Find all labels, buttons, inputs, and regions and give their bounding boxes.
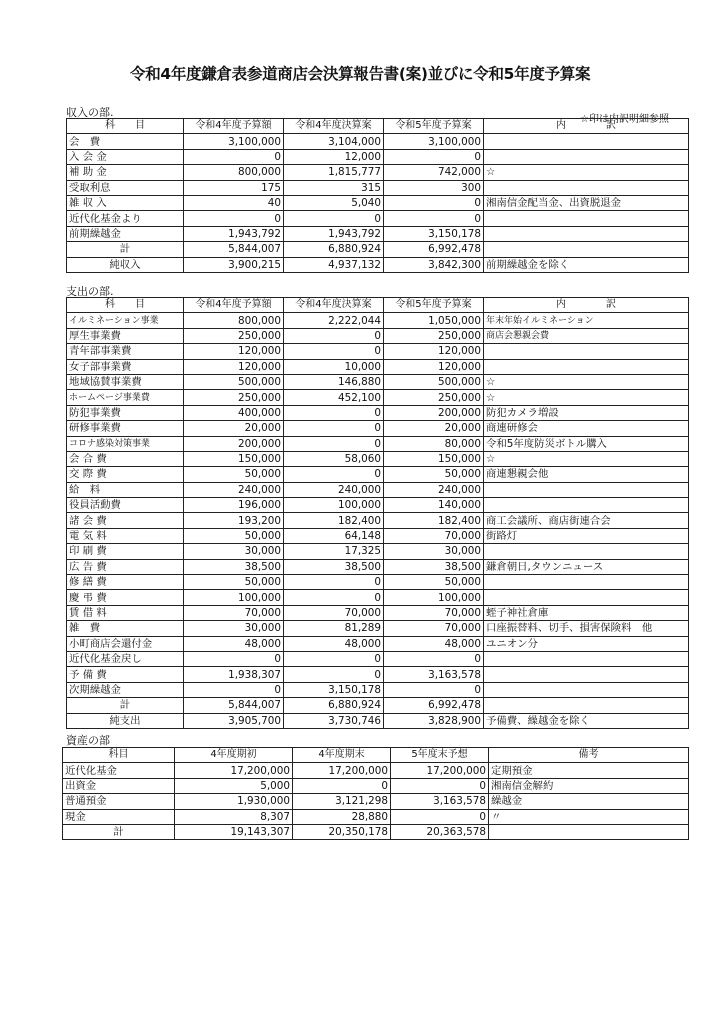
column-header: 科 目 <box>67 119 184 134</box>
cell-value: 0 <box>384 682 484 697</box>
row-label: ホームページ事業費 <box>67 390 184 405</box>
row-memo: 湘南信金解約 <box>489 778 689 793</box>
table-row <box>67 344 689 359</box>
cell-value: 182,400 <box>284 513 384 528</box>
table-row <box>63 824 689 839</box>
table-row <box>67 713 689 728</box>
cell-value: 6,992,478 <box>384 698 484 713</box>
table-row <box>67 544 689 559</box>
cell-value: 3,121,298 <box>293 794 391 809</box>
cell-value: 742,000 <box>384 165 484 180</box>
cell-value: 50,000 <box>384 467 484 482</box>
cell-value: 250,000 <box>384 328 484 343</box>
cell-value: 20,000 <box>184 421 284 436</box>
cell-value: 3,100,000 <box>184 134 284 149</box>
row-label: 近代化基金戻し <box>67 651 184 666</box>
cell-value: 240,000 <box>184 482 284 497</box>
row-label: 計 <box>63 824 175 839</box>
column-header: 令和4年度予算額 <box>184 119 284 134</box>
cell-value: 0 <box>284 590 384 605</box>
expense-table <box>66 297 689 729</box>
cell-value: 0 <box>284 421 384 436</box>
cell-value: 70,000 <box>184 605 284 620</box>
cell-value: 4,937,132 <box>284 257 384 272</box>
cell-value: 3,163,578 <box>391 794 489 809</box>
row-label: 交 際 費 <box>67 467 184 482</box>
row-label: 諸 会 費 <box>67 513 184 528</box>
table-row <box>67 590 689 605</box>
table-row <box>63 794 689 809</box>
cell-value: 20,350,178 <box>293 824 391 839</box>
cell-value: 1,050,000 <box>384 313 484 328</box>
row-memo <box>484 590 689 605</box>
row-memo <box>484 180 689 195</box>
cell-value: 240,000 <box>284 482 384 497</box>
table-row <box>67 436 689 451</box>
cell-value: 452,100 <box>284 390 384 405</box>
cell-value: 6,992,478 <box>384 242 484 257</box>
row-label: 修 繕 費 <box>67 575 184 590</box>
row-label: 広 告 費 <box>67 559 184 574</box>
column-header: 内 訳 <box>484 298 689 313</box>
cell-value: 175 <box>184 180 284 195</box>
cell-value: 315 <box>284 180 384 195</box>
table-row <box>67 513 689 528</box>
cell-value: 0 <box>391 778 489 793</box>
table-row <box>67 575 689 590</box>
cell-value: 48,000 <box>184 636 284 651</box>
table-row <box>67 605 689 620</box>
cell-value: 3,730,746 <box>284 713 384 728</box>
row-memo: 商店会懇親会費 <box>484 328 689 343</box>
row-label: 補 助 金 <box>67 165 184 180</box>
cell-value: 300 <box>384 180 484 195</box>
cell-value: 30,000 <box>184 544 284 559</box>
table-row <box>63 778 689 793</box>
row-label: 普通預金 <box>63 794 175 809</box>
row-label: 近代化基金より <box>67 211 184 226</box>
income-note: ☆印は内訳明細参照 <box>580 114 669 125</box>
table-row <box>67 467 689 482</box>
cell-value: 0 <box>184 682 284 697</box>
cell-value: 240,000 <box>384 482 484 497</box>
table-row <box>67 134 689 149</box>
row-label: 地域協賛事業費 <box>67 374 184 389</box>
cell-value: 5,844,007 <box>184 698 284 713</box>
row-memo: 口座振替料、切手、損害保険料 他 <box>484 621 689 636</box>
expense-section-label: 支出の部. <box>66 285 114 298</box>
table-row <box>67 149 689 164</box>
row-memo <box>484 698 689 713</box>
table-row <box>67 698 689 713</box>
row-label: 受取利息 <box>67 180 184 195</box>
cell-value: 19,143,307 <box>175 824 293 839</box>
cell-value: 0 <box>184 211 284 226</box>
cell-value: 17,200,000 <box>293 763 391 778</box>
table-row <box>67 328 689 343</box>
income-section-label: 収入の部. <box>66 106 114 119</box>
cell-value: 0 <box>384 651 484 666</box>
row-memo <box>484 667 689 682</box>
row-memo: ☆ <box>484 374 689 389</box>
row-memo: ユニオン分 <box>484 636 689 651</box>
assets-section-label: 資産の部 <box>66 734 110 747</box>
header-row <box>67 298 689 313</box>
row-memo <box>484 211 689 226</box>
row-memo: ☆ <box>484 165 689 180</box>
table-row <box>67 528 689 543</box>
cell-value: 81,289 <box>284 621 384 636</box>
cell-value: 17,325 <box>284 544 384 559</box>
row-memo: 繰越金 <box>489 794 689 809</box>
cell-value: 3,104,000 <box>284 134 384 149</box>
cell-value: 3,905,700 <box>184 713 284 728</box>
cell-value: 250,000 <box>184 390 284 405</box>
cell-value: 6,880,924 <box>284 698 384 713</box>
assets-table <box>62 747 689 840</box>
cell-value: 8,307 <box>175 809 293 824</box>
row-label: 慶 弔 費 <box>67 590 184 605</box>
cell-value: 70,000 <box>384 621 484 636</box>
cell-value: 50,000 <box>184 575 284 590</box>
table-row <box>67 421 689 436</box>
row-memo: ☆ <box>484 451 689 466</box>
cell-value: 3,163,578 <box>384 667 484 682</box>
row-label: 会 合 費 <box>67 451 184 466</box>
cell-value: 0 <box>284 328 384 343</box>
table-row <box>67 211 689 226</box>
column-header: 令和5年度予算案 <box>384 298 484 313</box>
row-label: 純支出 <box>67 713 184 728</box>
row-memo: 商工会議所、商店街連合会 <box>484 513 689 528</box>
cell-value: 0 <box>284 667 384 682</box>
cell-value: 0 <box>384 149 484 164</box>
cell-value: 3,900,215 <box>184 257 284 272</box>
cell-value: 120,000 <box>384 344 484 359</box>
table-row <box>67 165 689 180</box>
row-label: 研修事業費 <box>67 421 184 436</box>
cell-value: 0 <box>384 211 484 226</box>
cell-value: 800,000 <box>184 313 284 328</box>
cell-value: 48,000 <box>284 636 384 651</box>
cell-value: 3,150,178 <box>384 226 484 241</box>
row-memo <box>484 359 689 374</box>
cell-value: 120,000 <box>384 359 484 374</box>
cell-value: 0 <box>391 809 489 824</box>
cell-value: 70,000 <box>284 605 384 620</box>
cell-value: 30,000 <box>184 621 284 636</box>
cell-value: 182,400 <box>384 513 484 528</box>
row-memo: 令和5年度防災ボトル購入 <box>484 436 689 451</box>
cell-value: 1,930,000 <box>175 794 293 809</box>
table-row <box>67 390 689 405</box>
cell-value: 30,000 <box>384 544 484 559</box>
cell-value: 38,500 <box>384 559 484 574</box>
row-memo: 〃 <box>489 809 689 824</box>
row-memo: 前期繰越金を除く <box>484 257 689 272</box>
table-row <box>67 667 689 682</box>
cell-value: 150,000 <box>184 451 284 466</box>
cell-value: 250,000 <box>184 328 284 343</box>
cell-value: 5,000 <box>175 778 293 793</box>
row-label: 入 会 金 <box>67 149 184 164</box>
column-header: 科 目 <box>67 298 184 313</box>
cell-value: 100,000 <box>384 590 484 605</box>
row-memo <box>484 544 689 559</box>
cell-value: 58,060 <box>284 451 384 466</box>
table-row <box>67 405 689 420</box>
row-memo <box>484 242 689 257</box>
cell-value: 48,000 <box>384 636 484 651</box>
cell-value: 0 <box>184 149 284 164</box>
cell-value: 70,000 <box>384 605 484 620</box>
column-header: 備考 <box>489 748 689 763</box>
cell-value: 0 <box>284 211 384 226</box>
cell-value: 38,500 <box>184 559 284 574</box>
row-label: 青年部事業費 <box>67 344 184 359</box>
table-row <box>67 257 689 272</box>
row-label: 賃 借 料 <box>67 605 184 620</box>
row-memo <box>484 651 689 666</box>
cell-value: 5,040 <box>284 195 384 210</box>
cell-value: 64,148 <box>284 528 384 543</box>
column-header: 令和4年度決算案 <box>284 119 384 134</box>
cell-value: 1,938,307 <box>184 667 284 682</box>
cell-value: 38,500 <box>284 559 384 574</box>
row-label: 計 <box>67 242 184 257</box>
column-header: 令和4年度予算額 <box>184 298 284 313</box>
row-memo: 予備費、繰越金を除く <box>484 713 689 728</box>
row-label: 厚生事業費 <box>67 328 184 343</box>
cell-value: 0 <box>284 344 384 359</box>
row-label: 電 気 料 <box>67 528 184 543</box>
row-memo <box>484 149 689 164</box>
column-header: 5年度末予想 <box>391 748 489 763</box>
cell-value: 10,000 <box>284 359 384 374</box>
column-header: 令和5年度予算案 <box>384 119 484 134</box>
cell-value: 120,000 <box>184 359 284 374</box>
cell-value: 0 <box>284 467 384 482</box>
document-title: 令和4年度鎌倉表参道商店会決算報告書(案)並びに令和5年度予算案 <box>130 65 591 83</box>
table-row <box>67 374 689 389</box>
column-header: 令和4年度決算案 <box>284 298 384 313</box>
row-label: 防犯事業費 <box>67 405 184 420</box>
header-row <box>63 748 689 763</box>
table-row <box>67 636 689 651</box>
row-memo: 定期預金 <box>489 763 689 778</box>
cell-value: 400,000 <box>184 405 284 420</box>
row-label: 前期繰越金 <box>67 226 184 241</box>
row-label: 雑 費 <box>67 621 184 636</box>
cell-value: 0 <box>284 651 384 666</box>
cell-value: 500,000 <box>384 374 484 389</box>
row-memo: 商連懇親会他 <box>484 467 689 482</box>
table-row <box>67 621 689 636</box>
row-label: イルミネーション事業 <box>67 313 184 328</box>
cell-value: 20,363,578 <box>391 824 489 839</box>
row-label: 女子部事業費 <box>67 359 184 374</box>
cell-value: 196,000 <box>184 498 284 513</box>
row-memo <box>484 575 689 590</box>
cell-value: 0 <box>284 575 384 590</box>
row-label: 役員活動費 <box>67 498 184 513</box>
row-memo: 防犯カメラ増設 <box>484 405 689 420</box>
cell-value: 3,150,178 <box>284 682 384 697</box>
cell-value: 1,943,792 <box>184 226 284 241</box>
cell-value: 1,943,792 <box>284 226 384 241</box>
cell-value: 0 <box>384 195 484 210</box>
cell-value: 0 <box>284 405 384 420</box>
table-row <box>67 195 689 210</box>
cell-value: 0 <box>293 778 391 793</box>
cell-value: 50,000 <box>384 575 484 590</box>
row-label: コロナ感染対策事業 <box>67 436 184 451</box>
cell-value: 17,200,000 <box>391 763 489 778</box>
row-label: 雑 収 入 <box>67 195 184 210</box>
cell-value: 6,880,924 <box>284 242 384 257</box>
cell-value: 146,880 <box>284 374 384 389</box>
row-memo <box>484 344 689 359</box>
cell-value: 3,842,300 <box>384 257 484 272</box>
cell-value: 200,000 <box>384 405 484 420</box>
row-memo: 商連研修会 <box>484 421 689 436</box>
cell-value: 200,000 <box>184 436 284 451</box>
row-label: 近代化基金 <box>63 763 175 778</box>
cell-value: 80,000 <box>384 436 484 451</box>
cell-value: 40 <box>184 195 284 210</box>
cell-value: 28,880 <box>293 809 391 824</box>
table-row <box>67 559 689 574</box>
row-memo: ☆ <box>484 390 689 405</box>
cell-value: 5,844,007 <box>184 242 284 257</box>
table-row <box>67 451 689 466</box>
cell-value: 3,828,900 <box>384 713 484 728</box>
row-memo: 年末年始イルミネーション <box>484 313 689 328</box>
row-memo <box>484 498 689 513</box>
table-row <box>67 313 689 328</box>
row-label: 計 <box>67 698 184 713</box>
row-label: 次期繰越金 <box>67 682 184 697</box>
cell-value: 100,000 <box>284 498 384 513</box>
cell-value: 50,000 <box>184 467 284 482</box>
cell-value: 2,222,044 <box>284 313 384 328</box>
column-header: 科目 <box>63 748 175 763</box>
cell-value: 20,000 <box>384 421 484 436</box>
table-row <box>67 651 689 666</box>
income-table <box>66 118 689 273</box>
table-row <box>67 180 689 195</box>
row-label: 給 料 <box>67 482 184 497</box>
table-row <box>67 226 689 241</box>
row-memo <box>489 824 689 839</box>
row-memo <box>484 134 689 149</box>
cell-value: 100,000 <box>184 590 284 605</box>
column-header: 4年度期末 <box>293 748 391 763</box>
cell-value: 150,000 <box>384 451 484 466</box>
cell-value: 800,000 <box>184 165 284 180</box>
cell-value: 12,000 <box>284 149 384 164</box>
cell-value: 250,000 <box>384 390 484 405</box>
row-label: 予 備 費 <box>67 667 184 682</box>
header-row <box>67 119 689 134</box>
cell-value: 1,815,777 <box>284 165 384 180</box>
row-memo <box>484 682 689 697</box>
column-header: 内 訳 <box>484 119 689 134</box>
column-header: 4年度期初 <box>175 748 293 763</box>
row-label: 出資金 <box>63 778 175 793</box>
table-row <box>67 682 689 697</box>
cell-value: 140,000 <box>384 498 484 513</box>
row-memo: 蛭子神社倉庫 <box>484 605 689 620</box>
table-row <box>67 242 689 257</box>
cell-value: 0 <box>184 651 284 666</box>
table-row <box>67 482 689 497</box>
cell-value: 0 <box>284 436 384 451</box>
row-label: 小町商店会還付金 <box>67 636 184 651</box>
cell-value: 17,200,000 <box>175 763 293 778</box>
table-row <box>67 498 689 513</box>
cell-value: 193,200 <box>184 513 284 528</box>
row-memo: 街路灯 <box>484 528 689 543</box>
row-memo: 湘南信金配当金、出資脱退金 <box>484 195 689 210</box>
cell-value: 3,100,000 <box>384 134 484 149</box>
row-label: 印 刷 費 <box>67 544 184 559</box>
row-label: 純収入 <box>67 257 184 272</box>
cell-value: 70,000 <box>384 528 484 543</box>
row-memo <box>484 482 689 497</box>
cell-value: 120,000 <box>184 344 284 359</box>
row-memo <box>484 226 689 241</box>
row-label: 会 費 <box>67 134 184 149</box>
table-row <box>67 359 689 374</box>
cell-value: 50,000 <box>184 528 284 543</box>
row-label: 現金 <box>63 809 175 824</box>
table-row <box>63 809 689 824</box>
cell-value: 500,000 <box>184 374 284 389</box>
row-memo: 鎌倉朝日,タウンニュース <box>484 559 689 574</box>
table-row <box>63 763 689 778</box>
